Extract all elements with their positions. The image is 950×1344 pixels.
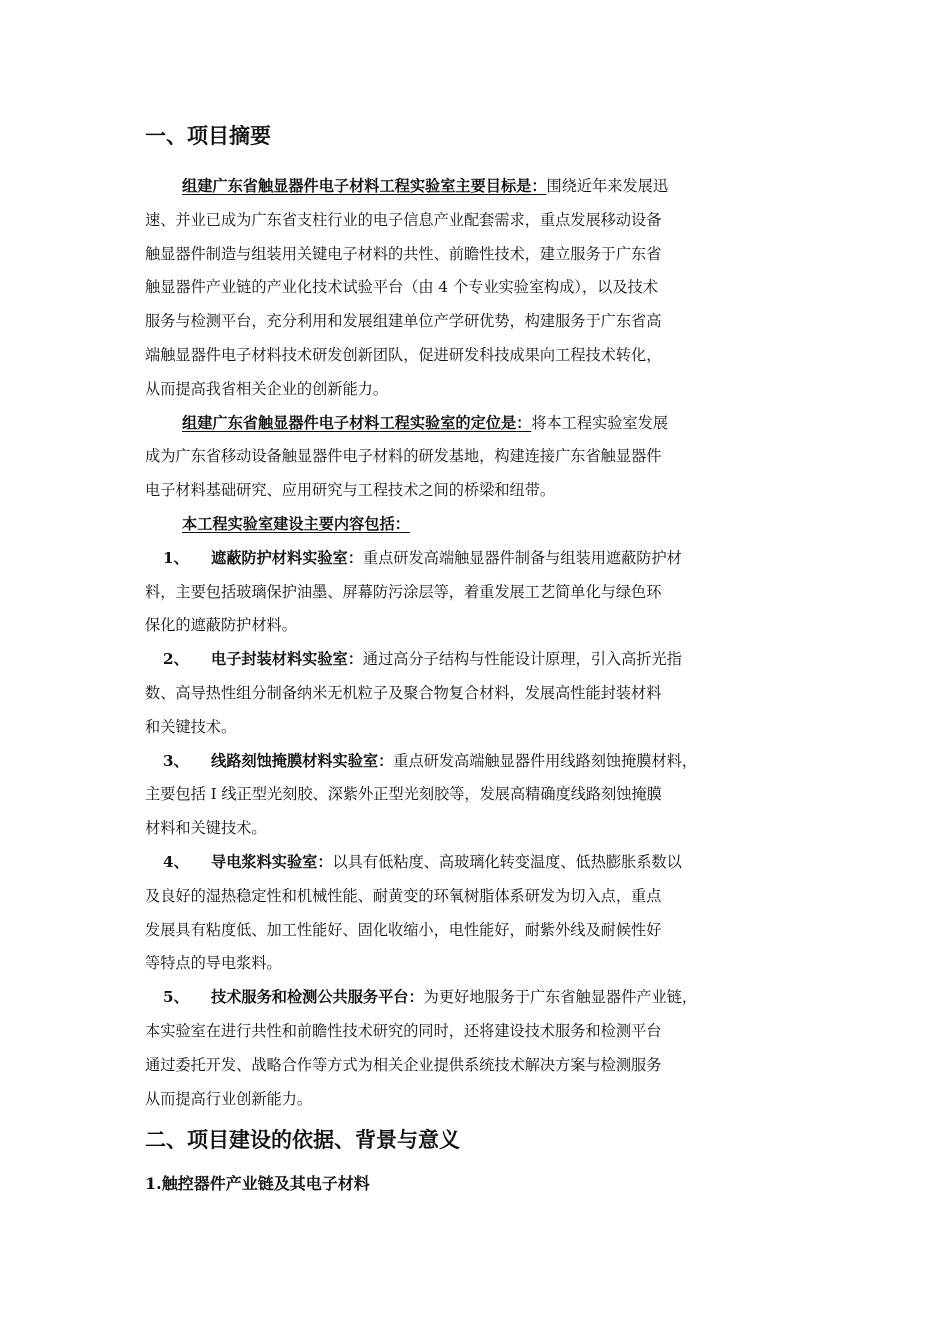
goal-text: 触显器件产业链的产业化技术试验平台（由 4 个专业实验室构成），以及技术	[145, 278, 658, 297]
item-title: 电子封装材料实验室：	[211, 650, 363, 669]
position-lead: 组建广东省触显器件电子材料工程实验室的定位是：	[182, 413, 532, 432]
item-text: 从而提高行业创新能力。	[145, 1089, 313, 1108]
item-title: 技术服务和检测公共服务平台：	[211, 988, 424, 1007]
content-lead: 本工程实验室建设主要内容包括：	[182, 514, 410, 533]
item-text: 重点研发高端触显器件用线路刻蚀掩膜材料，	[393, 751, 697, 770]
item-number: 3、	[163, 751, 189, 770]
list-item	[145, 542, 825, 643]
item-title: 遮蔽防护材料实验室：	[211, 548, 363, 567]
goal-text: 围绕近年来发展迅	[546, 177, 668, 195]
item-text: 以具有低粘度、高玻璃化转变温度、低热膨胀系数以	[332, 852, 682, 871]
item-number: 4、	[163, 852, 189, 871]
goal-paragraph	[145, 170, 825, 407]
section-1-title: 一、项目摘要	[145, 123, 271, 148]
goal-text: 从而提高我省相关企业的创新能力。	[145, 379, 388, 398]
position-text: 将本工程实验室发展	[531, 413, 668, 432]
list-item	[145, 981, 825, 1116]
item-text: 发展具有粘度低、加工性能好、固化收缩小，电性能好，耐紫外线及耐候性好	[145, 920, 662, 939]
position-paragraph	[145, 407, 825, 508]
goal-text: 端触显器件电子材料技术研发创新团队，促进研发科技成果向工程技术转化，	[145, 345, 662, 364]
item-text: 数、高导热性组分制备纳米无机粒子及聚合物复合材料，发展高性能封装材料	[145, 683, 662, 702]
list-item	[145, 745, 825, 846]
content-list	[145, 542, 825, 1117]
item-text: 重点研发高端触显器件制备与组装用遮蔽防护材	[362, 548, 682, 567]
list-item	[145, 643, 825, 744]
item-text: 等特点的导电浆料。	[145, 954, 282, 973]
position-text: 成为广东省移动设备触显器件电子材料的研发基地，构建连接广东省触显器件	[145, 447, 662, 466]
item-number: 5、	[163, 988, 189, 1007]
section-2-subtitle: 1.触控器件产业链及其电子材料	[145, 1174, 370, 1194]
item-number: 2、	[163, 650, 189, 669]
list-item	[145, 846, 825, 981]
item-title: 导电浆料实验室：	[211, 852, 333, 871]
position-text: 电子材料基础研究、应用研究与工程技术之间的桥梁和纽带。	[145, 481, 556, 500]
goal-text: 速、并业已成为广东省支柱行业的电子信息产业配套需求，重点发展移动设备	[145, 210, 662, 229]
item-text: 本实验室在进行共性和前瞻性技术研究的同时，还将建设技术服务和检测平台	[145, 1021, 662, 1040]
item-text: 为更好地服务于广东省触显器件产业链，	[423, 988, 697, 1007]
item-text: 保化的遮蔽防护材料。	[145, 616, 297, 635]
goal-text: 触显器件制造与组装用关键电子材料的共性、前瞻性技术，建立服务于广东省	[145, 244, 662, 263]
section-2-title: 二、项目建设的依据、背景与意义	[145, 1127, 460, 1153]
item-text: 及良好的湿热稳定性和机械性能、耐黄变的环氧树脂体系研发为切入点，重点	[145, 886, 662, 905]
item-number: 1、	[163, 548, 189, 567]
goal-text: 服务与检测平台，充分利用和发展组建单位产学研优势，构建服务于广东省高	[145, 312, 662, 331]
item-text: 通过委托开发、战略合作等方式为相关企业提供系统技术解决方案与检测服务	[145, 1055, 662, 1074]
goal-lead: 组建广东省触显器件电子材料工程实验室主要目标是：	[182, 177, 547, 195]
item-text: 主要包括 I 线正型光刻胶、深紫外正型光刻胶等，发展高精确度线路刻蚀掩膜	[145, 785, 662, 804]
item-title: 线路刻蚀掩膜材料实验室：	[211, 751, 394, 770]
item-text: 和关键技术。	[145, 717, 237, 736]
item-text: 料，主要包括玻璃保护油墨、屏幕防污涂层等，着重发展工艺简单化与绿色环	[145, 582, 662, 601]
item-text: 材料和关键技术。	[145, 819, 267, 838]
document-page	[145, 120, 825, 1196]
item-text: 通过高分子结构与性能设计原理，引入高折光指	[362, 650, 682, 669]
